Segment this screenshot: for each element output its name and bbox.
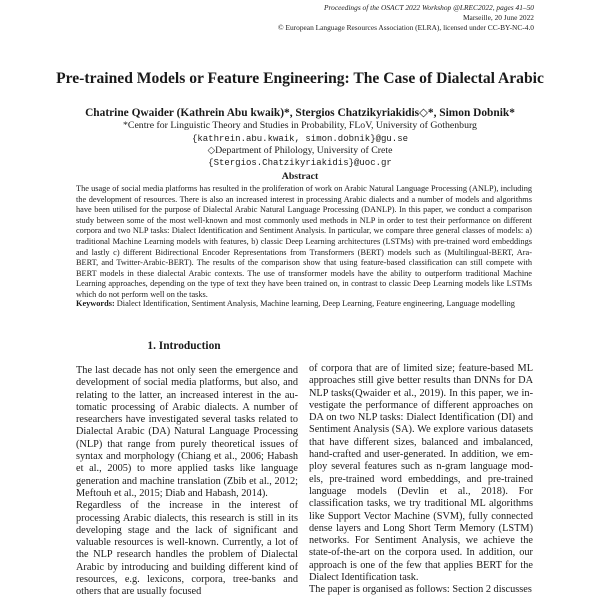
- keywords: [76, 298, 532, 309]
- intro-paragraph-2: Regardless of the increase in the interest of processing Arabic dialects, this research is still in its developing stage and the lack of significant and valuable resources is well-known. Currently, a lot of the NLP research handles the problem of Dialectal Arabic by introducing and building different kind of resources, e.g. lexicons, corpora, tree-banks and others that are usually focused: [76, 500, 298, 598]
- keywords-label: Keywords:: [76, 299, 115, 308]
- right-column: [309, 363, 533, 597]
- author-list: Chatrine Qwaider (Kathrein Abu kwaik)*, Stergios Chatzikyriakidis◇*, Simon Dobnik*: [85, 107, 515, 119]
- left-column: [76, 365, 298, 599]
- running-header: [278, 3, 534, 33]
- emails-gothenburg: {kathrein.abu.kwaik, simon.dobnik}@gu.se: [191, 134, 409, 144]
- proceedings-line: Proceedings of the OSACT 2022 Workshop @LREC2022, pages 41–50: [324, 3, 534, 12]
- emails-crete: {Stergios.Chatzikyriakidis}@uoc.gr: [208, 158, 392, 168]
- intro-paragraph-4: The paper is organised as follows: Section 2 discusses: [309, 584, 532, 596]
- license-line: © European Language Resources Association (ELRA), licensed under CC-BY-NC-4.0: [277, 23, 534, 32]
- abstract-heading: Abstract: [281, 171, 319, 182]
- affiliation-crete: ◇Department of Philology, University of Crete: [207, 145, 393, 156]
- location-date: Marseille, 20 June 2022: [462, 13, 534, 22]
- abstract-body: The usage of social media platforms has resulted in the proliferation of work on Arabic Natural Language Processing (ANLP), including the development of resources. There is also an increased interest in processing Arabic dialects and a number of models and algorithms have been utilised for the purpose of Dialectal Arabic Natural Language Processing (DANLP). In this paper, we conduct a comparison study between some of the most well-known and most commonly used methods in NLP in order to test their performance on different corpora and two NLP tasks: Dialect Identification and Sentiment Analysis. In particular, we compare three general classes of models: a) traditional Machine Learning models with features, b) classic Deep Learning architectures (LSTMs) with pre-trained word embeddings and lastly c) different Bidirectional Encoder Representations from Transformers (BERT) models such as (Multilingual-BERT, Ara-BERT, and Twitter-Arabic-BERT). The results of the comparison show that using feature-based classification can still compete with BERT models in these dialectal Arabic contexts. The use of transformer models have the ability to outperform traditional Machine Learning approaches, depending on the type of text they have been trained on, in contrast to classic Deep Learning models like LSTMs which do not perform well on the tasks.: [76, 184, 532, 299]
- keywords-list: Dialect Identification, Sentiment Analysis, Machine learning, Deep Learning, Feature engineering, Language modelling: [116, 299, 515, 308]
- paper-title: Pre-trained Models or Feature Engineering: The Case of Dialectal Arabic: [56, 70, 544, 87]
- intro-paragraph-1: The last decade has not only seen the emergence and development of social media platforms, but also, and relating to the latter, an increased interest in the automatic processing of Arabic dialects. A number of researchers have investigated several tasks related to Dialectal Arabic (DA) Natural Language Processing (NLP) that range from purely theoretical issues of syntax and morphology (Chiang et al., 2006; Habash et al., 2005) to more applied tasks like language generation and machine translation (Zbib et al., 2012; Meftouh et al., 2015; Diab and Habash, 2014).: [76, 365, 298, 499]
- section-heading-introduction: 1. Introduction: [147, 340, 221, 352]
- intro-paragraph-3: of corpora that are of limited size; feature-based ML approaches still give better results than DNNs for DA NLP tasks(Qwaider et al., 2019). In this paper, we investigate the performance of different approaches on DA on two NLP tasks: Dialect Identification (DI) and Sentiment Analysis (SA). We explore various datasets that have different sizes, balanced and imbalanced, hand-crafted and user-generated. In addition, we employ several features such as n-gram language models, pre-trained word embeddings, and pre-trained language models (Devlin et al., 2018). For classification tasks, we try traditional ML algorithms like Support Vector Machine (SVM), fully connected dense layers and Long Short Term Memory (LSTM) networks. For Sentiment Analysis, we achieve the state-of-the-art on the corpora used. In addition, our approach is one of the few that applies BERT for the Dialect Identification task.: [309, 363, 533, 584]
- affiliation-gothenburg: *Centre for Linguistic Theory and Studies in Probability, FLoV, University of Gothenburg: [123, 120, 477, 131]
